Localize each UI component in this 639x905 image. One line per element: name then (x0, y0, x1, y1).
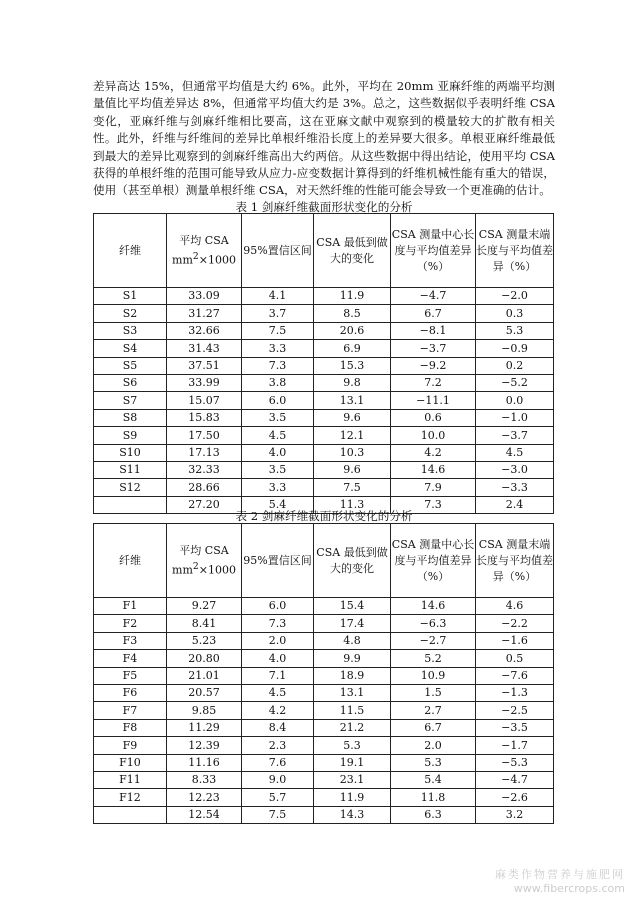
cell-avg-csa: 11.29 (167, 719, 242, 736)
cell-center-diff: 10.9 (391, 667, 476, 684)
table-row (94, 479, 554, 496)
cell-avg-csa: 9.27 (167, 598, 242, 615)
cell-end-diff: −2.2 (476, 615, 554, 632)
cell-avg-csa: 12.54 (167, 806, 242, 823)
cell-confidence-interval: 3.7 (242, 305, 314, 322)
cell-min-max-variation: 7.5 (314, 479, 391, 496)
cell-avg-csa: 37.51 (167, 357, 242, 374)
cell-confidence-interval: 9.0 (242, 771, 314, 788)
cell-fiber: S6 (94, 374, 167, 391)
cell-fiber: S5 (94, 357, 167, 374)
table-row (94, 684, 554, 701)
cell-center-diff: −6.3 (391, 615, 476, 632)
watermark-site-name: 麻类作物营养与施肥网 (495, 868, 625, 881)
cell-fiber: F10 (94, 754, 167, 771)
cell-confidence-interval: 3.5 (242, 409, 314, 426)
cell-center-diff: −11.1 (391, 392, 476, 409)
cell-center-diff: −9.2 (391, 357, 476, 374)
cell-fiber: F4 (94, 650, 167, 667)
cell-center-diff: 4.2 (391, 444, 476, 461)
cell-end-diff: −1.7 (476, 737, 554, 754)
cell-center-diff: −2.7 (391, 632, 476, 649)
header-avg-csa-line1: 平均 CSA (179, 543, 229, 557)
cell-min-max-variation: 23.1 (314, 771, 391, 788)
table-row (94, 598, 554, 615)
cell-end-diff: −3.3 (476, 479, 554, 496)
header-confidence-interval: 95%置信区间 (242, 214, 314, 288)
cell-center-diff: −3.7 (391, 340, 476, 357)
table-row (94, 288, 554, 305)
cell-end-diff: −2.0 (476, 288, 554, 305)
cell-center-diff: 7.3 (391, 496, 476, 513)
header-avg-csa-unit-base: mm (172, 563, 193, 577)
cell-end-diff: −3.0 (476, 461, 554, 478)
table-row (94, 322, 554, 339)
cell-confidence-interval: 7.6 (242, 754, 314, 771)
table-2-caption: 表 2 剑麻纤维截面形状变化的分析 (235, 509, 413, 523)
cell-min-max-variation: 9.6 (314, 409, 391, 426)
cell-min-max-variation: 6.9 (314, 340, 391, 357)
cell-avg-csa: 12.23 (167, 789, 242, 806)
cell-fiber: S8 (94, 409, 167, 426)
header-avg-csa-line1: 平均 CSA (179, 233, 229, 247)
table-row (94, 357, 554, 374)
site-watermark (495, 866, 625, 895)
cell-confidence-interval: 3.3 (242, 340, 314, 357)
cell-center-diff: 10.0 (391, 427, 476, 444)
cell-avg-csa: 5.23 (167, 632, 242, 649)
cell-confidence-interval: 7.5 (242, 322, 314, 339)
cell-min-max-variation: 20.6 (314, 322, 391, 339)
header-min-max-variation: CSA 最低到做大的变化 (314, 524, 391, 598)
cell-avg-csa: 15.07 (167, 392, 242, 409)
cell-end-diff: −2.6 (476, 789, 554, 806)
cell-min-max-variation: 21.2 (314, 719, 391, 736)
table-1-caption: 表 1 剑麻纤维截面形状变化的分析 (235, 200, 413, 214)
cell-confidence-interval: 6.0 (242, 598, 314, 615)
cell-confidence-interval: 5.7 (242, 789, 314, 806)
cell-fiber: S12 (94, 479, 167, 496)
table-row (94, 719, 554, 736)
cell-end-diff: −7.6 (476, 667, 554, 684)
cell-end-diff: 5.3 (476, 322, 554, 339)
cell-end-diff: −5.3 (476, 754, 554, 771)
cell-min-max-variation: 13.1 (314, 392, 391, 409)
cell-min-max-variation: 17.4 (314, 615, 391, 632)
cell-min-max-variation: 15.4 (314, 598, 391, 615)
table-row (94, 392, 554, 409)
cell-end-diff: −3.5 (476, 719, 554, 736)
cell-min-max-variation: 13.1 (314, 684, 391, 701)
header-avg-csa-unit-exponent: 2 (192, 560, 199, 572)
cell-fiber: S9 (94, 427, 167, 444)
cell-end-diff: −3.7 (476, 427, 554, 444)
cell-end-diff: −1.6 (476, 632, 554, 649)
table-1-body (94, 288, 554, 514)
cell-confidence-interval: 4.5 (242, 684, 314, 701)
cell-fiber: F1 (94, 598, 167, 615)
header-end-diff: CSA 测量末端长度与平均值差异（%） (476, 214, 554, 288)
cell-min-max-variation: 11.9 (314, 789, 391, 806)
cell-min-max-variation: 9.6 (314, 461, 391, 478)
cell-min-max-variation: 10.3 (314, 444, 391, 461)
header-fiber: 纤维 (94, 214, 167, 288)
cell-center-diff: 1.5 (391, 684, 476, 701)
table-row (94, 771, 554, 788)
cell-min-max-variation: 12.1 (314, 427, 391, 444)
cell-center-diff: 6.3 (391, 806, 476, 823)
cell-fiber: F11 (94, 771, 167, 788)
watermark-url: www.fibercrops.com (513, 882, 625, 895)
cell-avg-csa: 8.41 (167, 615, 242, 632)
cell-avg-csa: 9.85 (167, 702, 242, 719)
table-2-flax-csa (93, 523, 554, 824)
cell-end-diff: −4.7 (476, 771, 554, 788)
cell-fiber (94, 806, 167, 823)
cell-avg-csa: 33.09 (167, 288, 242, 305)
table-row (94, 340, 554, 357)
cell-center-diff: −4.7 (391, 288, 476, 305)
cell-end-diff: 2.4 (476, 496, 554, 513)
cell-center-diff: 0.6 (391, 409, 476, 426)
cell-avg-csa: 33.99 (167, 374, 242, 391)
cell-confidence-interval: 4.2 (242, 702, 314, 719)
cell-avg-csa: 12.39 (167, 737, 242, 754)
header-min-max-variation: CSA 最低到做大的变化 (314, 214, 391, 288)
cell-fiber: S11 (94, 461, 167, 478)
cell-fiber: F6 (94, 684, 167, 701)
header-end-diff: CSA 测量末端长度与平均值差异（%） (476, 524, 554, 598)
table-row (94, 461, 554, 478)
cell-avg-csa: 17.50 (167, 427, 242, 444)
table-row (94, 374, 554, 391)
cell-avg-csa: 15.83 (167, 409, 242, 426)
cell-center-diff: 7.2 (391, 374, 476, 391)
cell-confidence-interval: 2.3 (242, 737, 314, 754)
cell-fiber: S3 (94, 322, 167, 339)
cell-center-diff: 7.9 (391, 479, 476, 496)
cell-avg-csa: 32.33 (167, 461, 242, 478)
table-row (94, 615, 554, 632)
cell-fiber: S4 (94, 340, 167, 357)
cell-fiber: F12 (94, 789, 167, 806)
cell-avg-csa: 11.16 (167, 754, 242, 771)
header-avg-csa-unit-scale: ×1000 (198, 563, 236, 577)
cell-min-max-variation: 4.8 (314, 632, 391, 649)
cell-center-diff: 11.8 (391, 789, 476, 806)
cell-end-diff: 0.5 (476, 650, 554, 667)
cell-confidence-interval: 5.4 (242, 496, 314, 513)
table-row (94, 444, 554, 461)
cell-fiber: S2 (94, 305, 167, 322)
cell-confidence-interval: 3.5 (242, 461, 314, 478)
cell-avg-csa: 28.66 (167, 479, 242, 496)
table-header-row (94, 214, 554, 288)
cell-avg-csa: 31.43 (167, 340, 242, 357)
cell-end-diff: −1.3 (476, 684, 554, 701)
cell-min-max-variation: 11.9 (314, 288, 391, 305)
header-center-diff: CSA 测量中心长度与平均值差异（%） (391, 524, 476, 598)
body-paragraph: 差异高达 15%，但通常平均值是大约 6%。此外，平均在 20mm 亚麻纤维的两端平均测量值比平均值差异达 8%，但通常平均值大约是 3%。总之，这些数据似乎表明纤维 CSA 变化，亚麻纤维与剑麻纤维相比要高，这在亚麻文献中观察到的模量较大的扩散有相关性。此外，纤维与纤维间的差异比单根纤维沿长度上的差异要大很多。单根亚麻纤维最低到最大的差异比观察到的剑麻纤维高出大约两倍。从这些数据中得出结论，使用平均 CSA 获得的单根纤维的范围可能导致从应力-应变数据计算得到的纤维机械性能有重大的错误，使用（甚至单根）测量单根纤维 CSA，对天然纤维的性能可能会导致一个更准确的估计。 (93, 79, 555, 198)
cell-avg-csa: 31.27 (167, 305, 242, 322)
cell-confidence-interval: 6.0 (242, 392, 314, 409)
header-center-diff: CSA 测量中心长度与平均值差异（%） (391, 214, 476, 288)
cell-min-max-variation: 9.9 (314, 650, 391, 667)
table-row (94, 409, 554, 426)
cell-center-diff: 6.7 (391, 719, 476, 736)
table-row (94, 702, 554, 719)
header-avg-csa (167, 214, 242, 288)
cell-avg-csa: 21.01 (167, 667, 242, 684)
table-row (94, 650, 554, 667)
cell-confidence-interval: 3.8 (242, 374, 314, 391)
cell-end-diff: −2.5 (476, 702, 554, 719)
cell-fiber: F8 (94, 719, 167, 736)
cell-center-diff: 5.3 (391, 754, 476, 771)
cell-end-diff: 3.2 (476, 806, 554, 823)
cell-avg-csa: 32.66 (167, 322, 242, 339)
cell-end-diff: 4.6 (476, 598, 554, 615)
cell-end-diff: 0.3 (476, 305, 554, 322)
header-avg-csa (167, 524, 242, 598)
cell-min-max-variation: 18.9 (314, 667, 391, 684)
header-avg-csa-unit-exponent: 2 (192, 250, 199, 262)
cell-center-diff: 5.4 (391, 771, 476, 788)
cell-fiber: S1 (94, 288, 167, 305)
cell-fiber: F9 (94, 737, 167, 754)
table-row (94, 667, 554, 684)
table-row (94, 632, 554, 649)
table-row (94, 789, 554, 806)
cell-avg-csa: 8.33 (167, 771, 242, 788)
cell-center-diff: 5.2 (391, 650, 476, 667)
table-row (94, 305, 554, 322)
table-1-sisal-csa (93, 213, 554, 514)
cell-center-diff: −8.1 (391, 322, 476, 339)
table-row (94, 737, 554, 754)
table-2-body (94, 598, 554, 824)
cell-confidence-interval: 3.3 (242, 479, 314, 496)
cell-center-diff: 14.6 (391, 461, 476, 478)
header-avg-csa-unit-scale: ×1000 (198, 253, 236, 267)
header-confidence-interval: 95%置信区间 (242, 524, 314, 598)
cell-end-diff: −1.0 (476, 409, 554, 426)
cell-fiber: S7 (94, 392, 167, 409)
cell-center-diff: 14.6 (391, 598, 476, 615)
cell-fiber: F7 (94, 702, 167, 719)
cell-confidence-interval: 4.5 (242, 427, 314, 444)
cell-fiber: F5 (94, 667, 167, 684)
cell-min-max-variation: 19.1 (314, 754, 391, 771)
cell-center-diff: 2.7 (391, 702, 476, 719)
cell-confidence-interval: 7.1 (242, 667, 314, 684)
cell-confidence-interval: 4.0 (242, 650, 314, 667)
cell-confidence-interval: 2.0 (242, 632, 314, 649)
cell-end-diff: −0.9 (476, 340, 554, 357)
table-header-row (94, 524, 554, 598)
cell-avg-csa: 20.80 (167, 650, 242, 667)
table-row (94, 427, 554, 444)
cell-avg-csa: 27.20 (167, 496, 242, 513)
header-fiber: 纤维 (94, 524, 167, 598)
cell-end-diff: 4.5 (476, 444, 554, 461)
cell-fiber: F3 (94, 632, 167, 649)
table-row (94, 806, 554, 823)
cell-min-max-variation: 14.3 (314, 806, 391, 823)
cell-avg-csa: 20.57 (167, 684, 242, 701)
cell-confidence-interval: 8.4 (242, 719, 314, 736)
cell-avg-csa: 17.13 (167, 444, 242, 461)
cell-min-max-variation: 11.3 (314, 496, 391, 513)
cell-confidence-interval: 7.5 (242, 806, 314, 823)
header-avg-csa-unit-base: mm (172, 253, 193, 267)
cell-end-diff: 0.0 (476, 392, 554, 409)
cell-min-max-variation: 5.3 (314, 737, 391, 754)
cell-min-max-variation: 11.5 (314, 702, 391, 719)
cell-end-diff: −5.2 (476, 374, 554, 391)
cell-fiber: S10 (94, 444, 167, 461)
cell-fiber: F2 (94, 615, 167, 632)
cell-confidence-interval: 4.1 (242, 288, 314, 305)
cell-center-diff: 2.0 (391, 737, 476, 754)
cell-min-max-variation: 9.8 (314, 374, 391, 391)
cell-min-max-variation: 8.5 (314, 305, 391, 322)
table-row (94, 754, 554, 771)
cell-center-diff: 6.7 (391, 305, 476, 322)
cell-end-diff: 0.2 (476, 357, 554, 374)
cell-min-max-variation: 15.3 (314, 357, 391, 374)
cell-confidence-interval: 7.3 (242, 357, 314, 374)
cell-confidence-interval: 4.0 (242, 444, 314, 461)
cell-confidence-interval: 7.3 (242, 615, 314, 632)
